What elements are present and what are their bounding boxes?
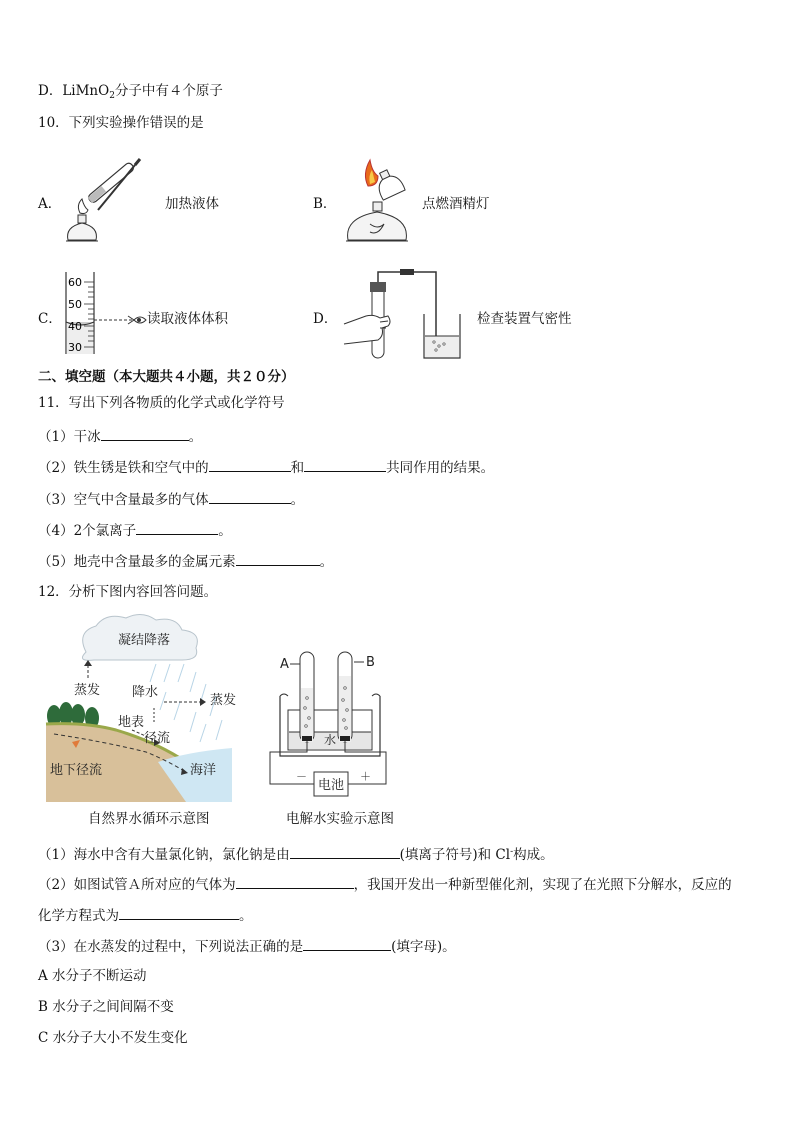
q10-option-d-letter: D． [313,311,338,327]
label-underground-runoff: 地下径流 [50,763,103,778]
q11-item-2-text: （2）铁生锈是铁和空气中的 [38,460,209,476]
q12-sub3-end: (填字母)。 [391,939,456,955]
label-tube-b: B [366,655,375,670]
q11-stem: 11．写出下列各物质的化学式或化学符号 [38,395,285,411]
cylinder-tick-40: 40 [68,320,82,333]
q12-choice-a: A 水分子不断运动 [38,968,147,984]
q10-option-c-caption: 读取液体体积 [147,311,228,327]
q12-choice-c: C 水分子大小不发生变化 [38,1030,188,1046]
q11-item-1-text: （1）干冰 [38,429,101,445]
q12-sub1-ion-charge: - [510,847,514,857]
q10-option-d-caption: 检查装置气密性 [477,311,572,327]
label-runoff: 径流 [144,731,171,746]
q11-item-5 [38,551,333,571]
answer-blank[interactable] [136,520,218,535]
q12-sub2-line1 [38,874,732,894]
cylinder-tick-60: 60 [68,276,82,289]
q10-option-b-letter: B． [313,196,337,212]
q10-option-c-letter: C． [38,311,62,327]
q11-item-5-text: （5）地壳中含量最多的金属元素 [38,554,236,570]
q11-item-3-end: 。 [290,492,305,508]
label-precipitation: 降水 [132,685,159,700]
electrolysis-caption: 电解水实验示意图 [286,811,394,827]
answer-blank[interactable] [304,457,386,472]
q12-stem: 12．分析下图内容回答问题。 [38,584,218,600]
q12-sub2-continuation: ，我国开发出一种新型催化剂，实现了在光照下分解水，反应的 [353,877,732,893]
q9-option-d [38,82,223,105]
q10-option-b-caption: 点燃酒精灯 [422,196,490,212]
answer-blank[interactable] [209,457,291,472]
label-water: 水 [324,733,337,747]
answer-blank[interactable] [236,551,320,566]
electrolysis-diagram [276,648,396,800]
q11-item-4 [38,520,232,540]
label-minus: － [296,770,307,783]
q12-sub1-text: （1）海水中含有大量氯化钠，氯化钠是由 [38,847,290,863]
q12-sub1 [38,843,554,864]
answer-blank[interactable] [236,874,354,889]
label-condense: 凝结降落 [118,633,171,648]
answer-blank[interactable] [101,426,189,441]
q11-item-2 [38,457,494,477]
q11-item-5-end: 。 [319,554,334,570]
water-cycle-caption: 自然界水循环示意图 [88,811,210,827]
q11-item-1-end: 。 [188,429,203,445]
water-cycle-diagram [46,612,237,802]
label-plus: ＋ [360,770,371,783]
cylinder-tick-30: 30 [68,341,82,354]
answer-blank[interactable] [303,936,391,951]
q11-item-2-end: 共同作用的结果。 [386,460,495,476]
q9-option-d-subscript: 2 [109,91,115,101]
q12-sub2-equation-label: 化学方程式为 [38,908,119,924]
q12-sub2-line2 [38,905,253,925]
q11-item-3 [38,489,304,509]
q12-sub2-text: （2）如图试管Ａ所对应的气体为 [38,877,236,893]
q12-sub3-text: （3）在水蒸发的过程中，下列说法正确的是 [38,939,304,955]
label-ocean: 海洋 [190,763,217,778]
q11-item-4-text: （4）2个氯离子 [38,523,137,539]
q11-item-3-text: （3）空气中含量最多的气体 [38,492,209,508]
q10-stem: 10．下列实验操作错误的是 [38,115,204,131]
label-tube-a: A [280,657,289,672]
airtightness-check-illustration [344,266,474,362]
q9-option-d-suffix: 分子中有４个原子 [114,83,223,99]
graduated-cylinder-illustration [64,270,149,358]
q11-item-4-end: 。 [218,523,232,539]
label-surface: 地表 [118,715,145,730]
q12-sub1-end: 构成。 [513,847,554,863]
q12-sub3 [38,936,456,956]
q10-option-a-letter: A． [38,196,62,212]
label-battery: 电池 [318,778,345,793]
label-evaporation-right: 蒸发 [210,693,237,708]
heating-liquid-illustration [60,155,155,250]
label-evaporation-left: 蒸发 [74,683,101,698]
lighting-alcohol-lamp-illustration [340,156,420,246]
q12-sub1-ion: (填离子符号)和 Cl [399,847,511,863]
answer-blank[interactable] [119,905,239,920]
q9-option-d-text: D．LiMnO [38,83,110,99]
section-heading: 二、填空题（本大题共４小题，共２０分） [38,369,295,385]
q12-choice-b: B 水分子之间间隔不变 [38,999,174,1015]
cylinder-tick-50: 50 [68,298,82,311]
answer-blank[interactable] [209,489,291,504]
answer-blank[interactable] [290,844,400,859]
q10-option-a-caption: 加热液体 [165,196,219,212]
q12-sub2-end: 。 [239,908,253,924]
q11-item-2-mid: 和 [290,460,305,476]
q11-item-1 [38,426,202,446]
